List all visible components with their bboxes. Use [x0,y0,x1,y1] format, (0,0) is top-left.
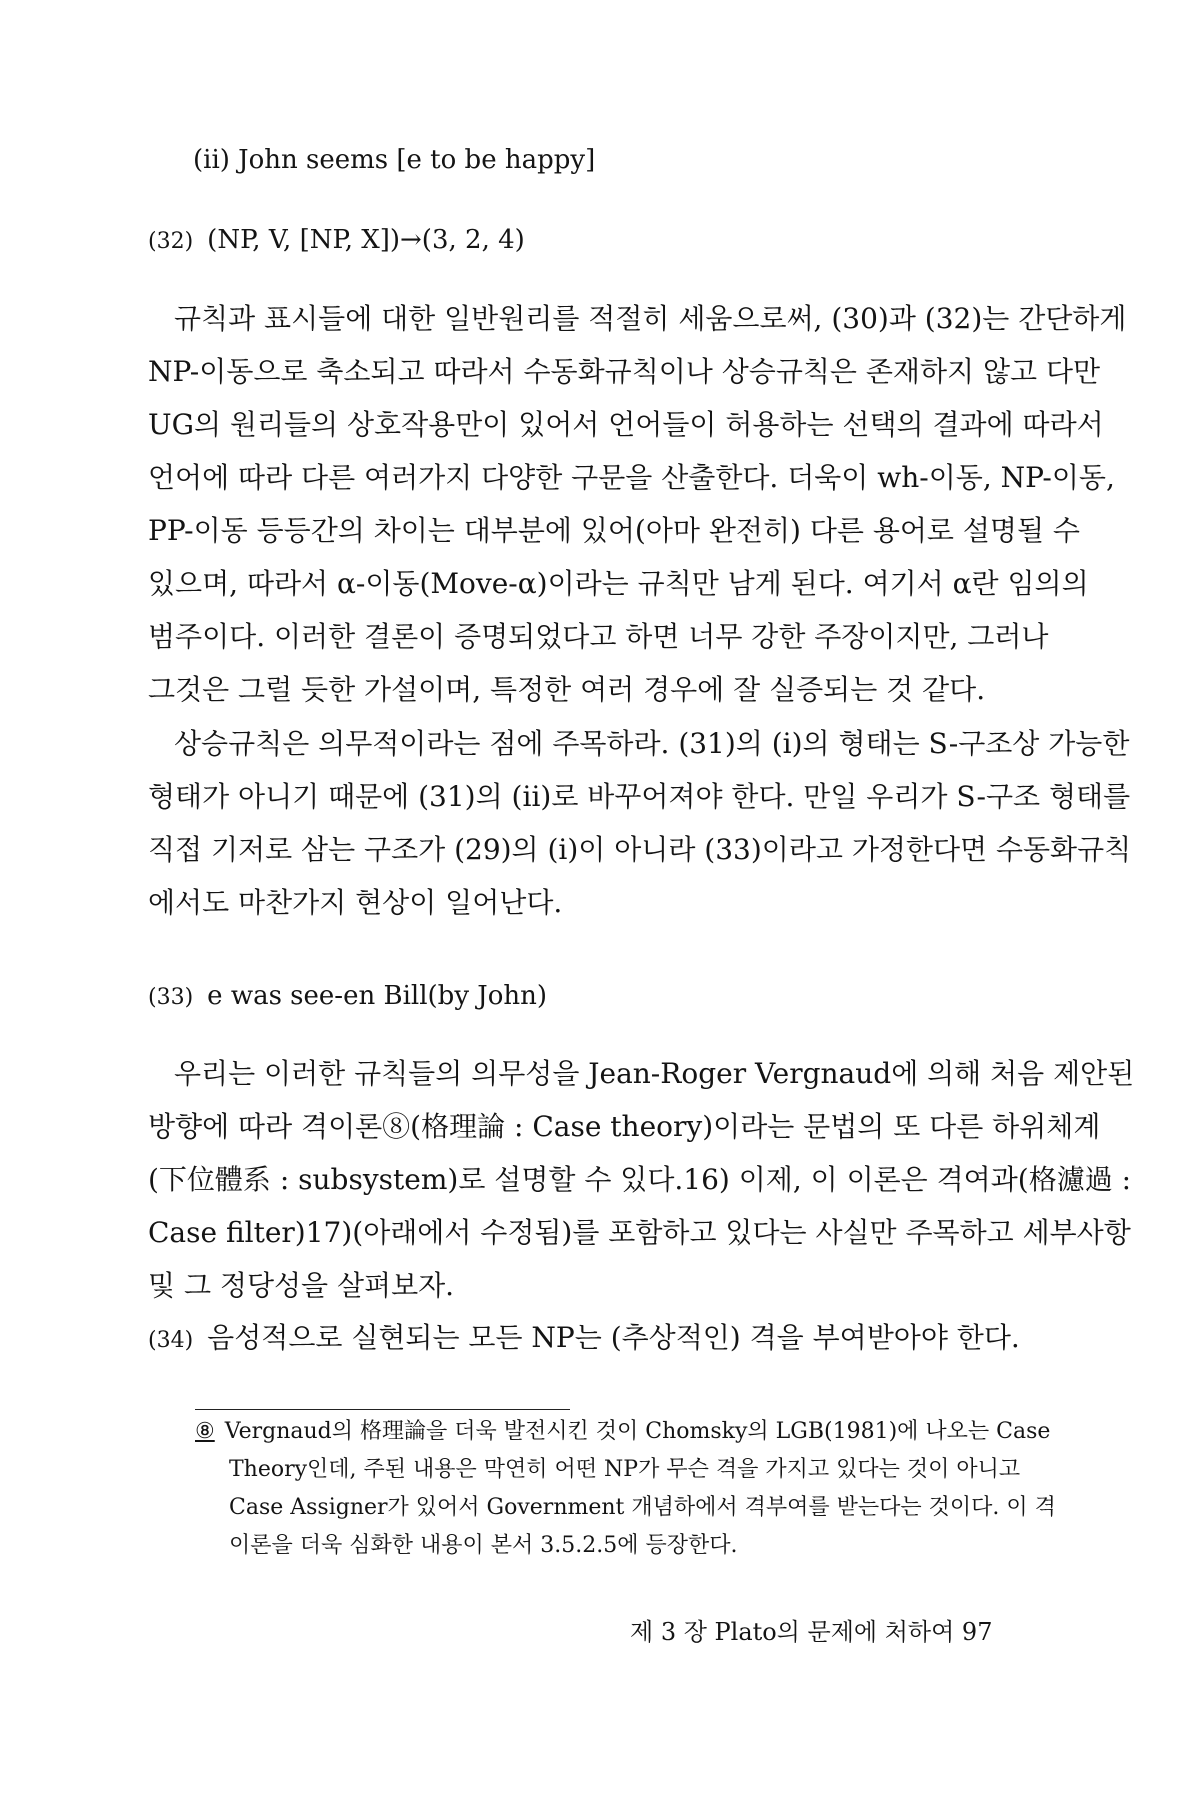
example-number: (34) [148,1328,194,1353]
paragraph-2 [148,717,1132,929]
text-line: 있으며, 따라서 α-이동(Move-α)이라는 규칙만 남게 된다. 여기서 α란 임의의 [148,567,1089,600]
text-line: UG의 원리들의 상호작용만이 있어서 언어들이 허용하는 선택의 결과에 따라서 [148,408,1104,441]
paragraph-1 [148,292,1127,716]
example-33 [148,978,547,1016]
example-text: 음성적으로 실현되는 모든 NP는 (추상적인) 격을 부여받아야 한다. [207,1321,1020,1354]
footnote [195,1413,1056,1565]
text-line: 방향에 따라 격이론⑧(格理論 : Case theory)이라는 문법의 또 다른 하위체계 [148,1110,1101,1143]
footnote-mark: ⑧ [195,1419,215,1444]
text-line: 직접 기저로 삼는 구조가 (29)의 (i)이 아니라 (33)이라고 가정한다면 수동화규칙 [148,833,1132,866]
text-line: Case filter)17)(아래에서 수정됨)를 포함하고 있다는 사실만 주목하고 세부사항 [148,1216,1131,1249]
text-line: NP-이동으로 축소되고 따라서 수동화규칙이나 상승규칙은 존재하지 않고 다만 [148,355,1101,388]
text-line: 그것은 그럴 듯한 가설이며, 특정한 여러 경우에 잘 실증되는 것 같다. [148,673,986,706]
example-text: e was see-en Bill(by John) [207,981,547,1011]
example-34 [148,1320,1020,1359]
text-line: 우리는 이러한 규칙들의 의무성을 Jean-Roger Vergnaud에 의해 처음 제안된 [174,1057,1135,1090]
text-line: PP-이동 등등간의 차이는 대부분에 있어(아마 완전히) 다른 용어로 설명될 수 [148,514,1080,547]
example-number: (32) [148,229,194,254]
text-line: 및 그 정당성을 살펴보자. [148,1269,455,1302]
paragraph-3 [148,1047,1135,1312]
footnote-line: 이론을 더욱 심화한 내용이 본서 3.5.2.5에 등장한다. [229,1533,738,1558]
text-line: 범주이다. 이러한 결론이 증명되었다고 하면 너무 강한 주장이지만, 그러나 [148,620,1049,653]
footnote-divider [195,1409,570,1410]
text-line: (下位體系 : subsystem)로 설명할 수 있다.16) 이제, 이 이론은 격여과(格濾過 : [148,1163,1132,1196]
text-line: 언어에 따라 다른 여러가지 다양한 구문을 산출한다. 더욱이 wh-이동, NP-이동, [148,461,1115,494]
text-line: 상승규칙은 의무적이라는 점에 주목하라. (31)의 (i)의 형태는 S-구조상 가능한 [174,727,1130,760]
page-footer: 제 3 장 Plato의 문제에 처하여 97 [630,1618,993,1646]
footnote-line: Theory인데, 주된 내용은 막연히 어떤 NP가 무슨 격을 가지고 있다는 것이 아니고 [229,1457,1021,1482]
text-line: 에서도 마찬가지 현상이 일어난다. [148,886,563,919]
example-text: (NP, V, [NP, X])→(3, 2, 4) [207,225,525,255]
footnote-line: Case Assigner가 있어서 Government 개념하에서 격부여를 받는다는 것이다. 이 격 [229,1495,1056,1520]
footnote-line: Vergnaud의 格理論을 더욱 발전시킨 것이 Chomsky의 LGB(1981)에 나오는 Case [224,1419,1051,1444]
text-line: 규칙과 표시들에 대한 일반원리를 적절히 세움으로써, (30)과 (32)는 간단하게 [174,302,1127,335]
example-number: (33) [148,985,194,1010]
example-32 [148,222,525,260]
text-line: 형태가 아니기 때문에 (31)의 (ii)로 바꾸어져야 한다. 만일 우리가 S-구조 형태를 [148,780,1131,813]
example-31-ii: (ii) John seems [e to be happy] [193,145,596,175]
